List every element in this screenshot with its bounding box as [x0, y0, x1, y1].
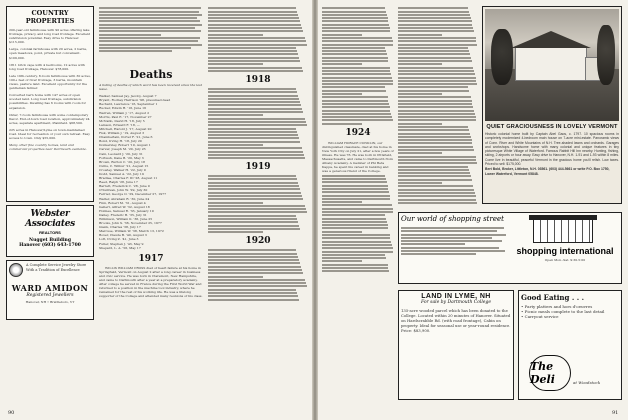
death-entry: Warren, William J. '17, August 2 [99, 110, 150, 115]
class-1917-text: WILLIS WILLIAM CROSS died of heart failure at his home in Springfield, Vermont on August 2 after a long career in business and civic service. He was born in Claremont, New Hampshire, and came to Dartmouth after a year at a preparatory academy. After college he served in France during the First World War and returned to a position in the machine tool industry, where he remained for the rest of his working life. He was a lifelong supporter of the College and attended many reunions of his class. [99, 265, 203, 299]
death-entry: Donkersley, Robert '19, August 1 [99, 143, 151, 148]
death-entry: McNabb, David H. '18, July 5 [99, 118, 145, 123]
webster-associates-ad [6, 205, 94, 257]
left-ad-column [6, 6, 94, 410]
deli-logo: The Deli [529, 355, 571, 391]
right-text-column-1 [322, 6, 394, 410]
ward-name: WARD AMIDON [11, 283, 89, 293]
quiet-graciousness-ad [482, 6, 622, 204]
shopping-international-ad [398, 212, 622, 284]
quiet-graciousness-contact: Bert Bold, Broker, Littleton, N.H. 03561. (603) 444-5661 or write P.O. Box 1750, Lower Waterford, Vermont 05848. [485, 167, 610, 176]
death-entry: Barrett, Frederick C. '28, June 9 [99, 184, 150, 189]
obituary-text [208, 175, 308, 233]
country-properties-ad [6, 6, 94, 202]
death-entry: Brooks, John S. '36, November 25, 1977 [99, 221, 162, 226]
death-entry: Lamson, Edward F. '18, — [99, 122, 140, 127]
obituary-text [398, 7, 478, 204]
obituary-text [208, 249, 308, 300]
death-entry: Morris, Paul E. '17, November 27 [99, 114, 152, 119]
storefront-illustration [511, 215, 619, 245]
webster-phone: Hanover (603) 643-1700 [19, 243, 81, 248]
good-eating-item: • Carryout service [521, 314, 559, 319]
listing-footer: Many other fine country homes, land and commercial properties near Dartmouth available. [9, 143, 87, 152]
deaths-intro: A listing of deaths of which word has been received since the last issue. [99, 83, 202, 92]
lyme-title: LAND IN LYME, NH [421, 293, 491, 300]
class-heading-1920: 1920 [245, 236, 271, 247]
good-eating-item: • Party platters and hors d'oeuvres [521, 304, 593, 309]
death-entry: Walter, Abraham R. '30, June 24 [99, 196, 150, 201]
webster-address: Nugget Building [29, 238, 71, 243]
ring-icon [9, 263, 23, 277]
death-entry: Cullis, C. Wilbur '21, August 15 [99, 163, 149, 168]
death-entry: Rucker, Edwin H. '16, June 16 [99, 106, 147, 111]
good-eating-title: Good Eating . . . [521, 293, 585, 302]
lyme-subtitle: For sale by Dartmouth College [420, 300, 492, 305]
death-entry: Boxer, Claude B. '40, August 3 [99, 233, 147, 238]
lyme-text: 135-acre wooded parcel which has been donated to the College. Located within 20 minutes of Hanover. Situated on Hardscrabble Rd. (with road frontage), Cabin on property. Ideal for seasonal use or year-round residence. Price: $83,900. [401, 308, 511, 333]
deaths-list [99, 94, 203, 250]
death-entry: Finn, Robert M. '31, August 4 [99, 200, 146, 205]
webster-tag: REALTORS [39, 230, 61, 235]
class-1924-text: WILLIAM HORACE CONKLIN, our distinguished classmate, died at his home in New York City on July 21, after a few years of illness. He was 76. He was born in Pittsfield, Massachusetts, and came to Dartmouth from Albany Academy. A member of Phi Beta Kappa, he spent his career in banking and was a generous friend of the College. [322, 140, 394, 174]
death-entry: Reed, Ralph '28, June 17 [99, 180, 138, 185]
death-entry: Gellert, Alfred W. '32, August 18 [99, 204, 150, 209]
death-entry: Walker, Samuel Jay, Jacoby, August 7 [99, 94, 157, 99]
ward-sub: Registered Jewellers [26, 293, 74, 298]
country-properties-title: COUNTRY PROPERTIES [25, 9, 75, 25]
deaths-column [99, 6, 203, 410]
class-1924-heading: 1924 [345, 127, 371, 138]
listing: Large, colonial farmhouse with 20 acres, 2 barns, open meadows, pond, private but convenient. $109,000. [9, 47, 88, 60]
class-1917-heading: 1917 [138, 253, 164, 264]
death-entry: Loft, Irving Z. '41, June 3 [99, 237, 139, 242]
shopping-title: shopping international [516, 246, 614, 256]
left-page-number: 90 [8, 410, 15, 416]
ward-address: Hanover, NH • Brattleboro, VT [25, 300, 75, 304]
obituary-text [208, 88, 308, 159]
good-eating-item: • Picnic meals complete to the last detail [521, 309, 605, 314]
preceding-obituary-text [99, 6, 203, 66]
death-entry: Chamberlain, Porter F. '21, June 6 [99, 135, 153, 140]
deli-location: at Woodstock [573, 379, 601, 385]
quiet-graciousness-text: Historic colonial home built by Captain Abel Gaos, c. 1797. 10 spacious rooms in completely modernized 4-bedroom main house on 7-acre mini-estate. Panoramic views of Conn. River and White Mountains of N.H. Tree-shaded lawns and orchards. Garages and workshops. Handsome home with many colonial and unique features in tiny picturesque White Village of Waterford. Famous Rabbit Hill Inn nearby. Hunting, fishing, skiing, 2 airports or hour away. Easy drive to Hanover, N.H. 1-91 and 1-93 within 8 miles. Come live in beautiful, peaceful Vermont in the gracious home you'll relish. Low taxes. Priced to sell: $175,000. [485, 132, 619, 167]
death-entry: Glenk, Charles '38, July 17 [99, 225, 141, 230]
ward-amidon-ad [6, 260, 94, 320]
death-entry: Wilkinson, William K. '36, June 25 [99, 217, 153, 221]
listing: 225 acres in Hanover/Lyme on town-maintained road. Ideal for recreation or your own retreat. Easy access to town. Only $55,000. [9, 127, 90, 141]
class-heading-1918: 1918 [245, 74, 271, 85]
deaths-heading: Deaths [129, 68, 173, 81]
death-entry: Bradlee, Charles F. III '28, August 11 [99, 176, 158, 181]
right-text-column-2 [398, 6, 478, 226]
shopping-hours: Open Mon.-Sat. 9:30-5:00 [544, 258, 586, 262]
death-entry: Dailey, Frederic B. '35, July 31 [99, 212, 147, 217]
obituary-text [322, 7, 394, 124]
death-entry: O'Sullivan, John W. '29, July 30 [99, 188, 148, 193]
death-entry: Fisk, William J. '19, August 3 [99, 131, 145, 136]
death-entry: Bechard, Lawrence '16, September 1 [99, 102, 158, 107]
listing: Converted barn home with 147 acres of open wooded land. Long road frontage, subdivision possibilities. Dwelling has 6 rooms with room for expansion. [9, 93, 86, 110]
land-in-lyme-ad [398, 290, 514, 400]
house-photo [485, 9, 619, 121]
death-entry: Forbush, Dane B. '20, May 3 [99, 155, 144, 160]
good-eating-ad [518, 290, 622, 400]
death-entry: Bryant, Rodney Harrison '98, presumed dead [99, 98, 171, 103]
listing: Older, 7-room farmhouse with some contemporary flavor. End-of-town road location, approximately 24 acres, separate apartment, Plainfield. $68,500. [9, 112, 90, 125]
death-entry: Cain, Leonard J. '20, July 31 [99, 151, 143, 156]
death-entry: Bond, Irving H. '18, July 20 [99, 139, 142, 144]
shopping-tagline: Our world of shopping street [401, 215, 504, 223]
obituary-column [208, 6, 308, 410]
class-heading-1919: 1919 [245, 162, 271, 173]
quiet-graciousness-title: QUIET GRACIOUSNESS IN LOVELY VERMONT [486, 124, 618, 130]
ward-blurb: A Complete Service Jewelry Store With a Tradition of Excellence [26, 263, 87, 272]
death-entry: Fuller, Stephen J. '43, May 9 [99, 241, 144, 246]
death-entry: Shepard, L. A. '56, May 17 [99, 245, 141, 250]
listing: 200-year-old farmhouse with 90 acres offering lake frontage, privacy, and long road frontage. Excellent subdivision potential. Easy drive to Hanover. $115,000. [9, 28, 91, 45]
death-entry: Carver, Joseph M. '20, July 23 [99, 147, 146, 152]
obituary-text [322, 175, 394, 273]
shopping-text [401, 227, 508, 255]
listing: Late 19th-century, 8-room farmhouse with 30 acres, 100+ feet of river frontage, 3 barns, mountain views, pasture land. Excellent opportunity for the gentleman farmer. [9, 73, 91, 91]
death-entry: Mitchell, Harold J. '17, August 20 [99, 126, 152, 131]
obituary-text [208, 7, 308, 72]
death-entry: Crowley, Walker H. '22, July 9 [99, 167, 146, 172]
death-entry: Brown, Burton C. '20, July 18 [99, 159, 145, 164]
right-page-number: 91 [612, 410, 619, 416]
listing: 1811 brick cape with 4 bedrooms, 12 acres with long road frontage, Hanover. $78,000. [9, 62, 85, 71]
death-entry: Ferrier, George O. '29, December 27, 1977 [99, 192, 167, 197]
death-entry: Holmes, Samuel R. '33, January 19 [99, 208, 154, 213]
death-entry: Dodd, Samuel A. '22, July 19 [99, 171, 144, 176]
webster-logo: Webster Associates [25, 209, 75, 229]
page-gutter [312, 0, 318, 420]
death-entry: Marcuse, William W. '38, March 13, 1972 [99, 229, 164, 234]
